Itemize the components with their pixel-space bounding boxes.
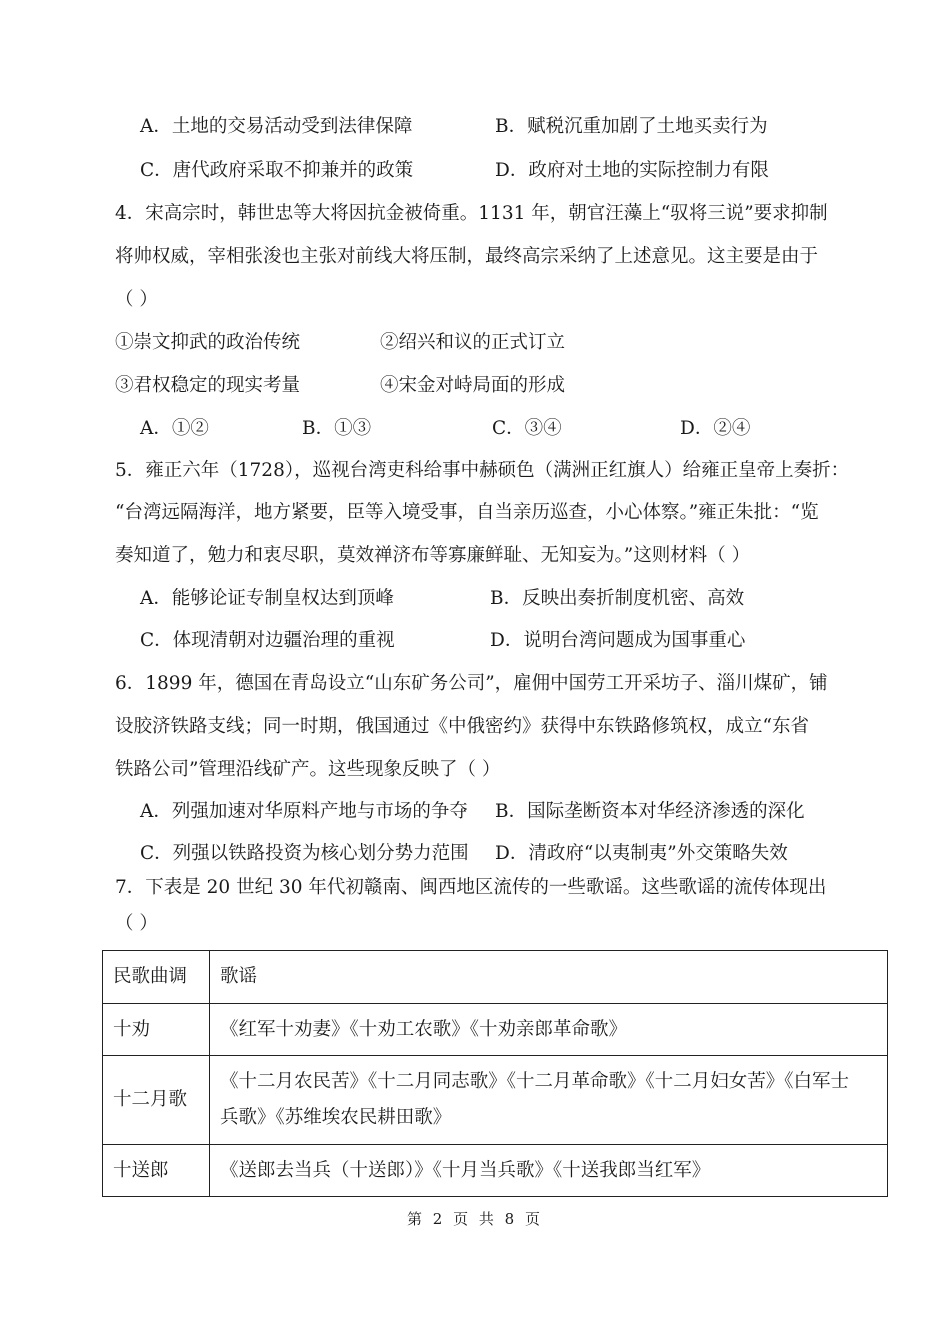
q4-stem-line3: （ ） — [115, 289, 158, 310]
q6-stem-line2: 设胶济铁路支线；同一时期，俄国通过《中俄密约》获得中东铁路修筑权，成立“东省 — [115, 716, 809, 737]
q5-option-c: C．体现清朝对边疆治理的重视 — [140, 630, 395, 651]
table-cell-tune: 十二月歌 — [103, 1056, 210, 1145]
q5-stem-line2: “台湾远隔海洋，地方紧要，臣等入境受事，自当亲历巡查，小心体察。”雍正朱批：“览 — [115, 502, 819, 523]
q4-item-4: ④宋金对峙局面的形成 — [380, 375, 566, 396]
q6-stem-line1: 6．1899 年，德国在青岛设立“山东矿务公司”，雇佣中国劳工开采坊子、淄川煤矿，铺 — [115, 673, 828, 694]
ballad-table — [102, 950, 888, 1197]
q6-stem-line3: 铁路公司”管理沿线矿产。这些现象反映了（ ） — [115, 759, 501, 780]
q3-option-b: B．赋税沉重加剧了土地买卖行为 — [495, 116, 768, 137]
table-header-ballad: 歌谣 — [210, 951, 888, 1004]
table-cell-ballads-line2: 兵歌》《苏维埃农民耕田歌》 — [220, 1107, 452, 1128]
table-cell-ballads-line1: 《十二月农民苦》《十二月同志歌》《十二月革命歌》《十二月妇女苦》《白军士 — [220, 1071, 850, 1092]
table-row — [103, 1056, 888, 1145]
q6-option-a: A．列强加速对华原料产地与市场的争夺 — [140, 801, 468, 822]
q4-option-c: C．③④ — [492, 418, 562, 439]
q3-option-a: A．土地的交易活动受到法律保障 — [140, 116, 413, 137]
q4-stem-line1: 4．宋高宗时，韩世忠等大将因抗金被倚重。1131 年，朝官汪藻上“驭将三说”要求抑制 — [115, 203, 828, 224]
table-cell-ballads: 《送郎去当兵（十送郎）》《十月当兵歌》《十送我郎当红军》 — [210, 1145, 888, 1197]
q5-option-d: D．说明台湾问题成为国事重心 — [490, 630, 746, 651]
q5-option-a: A．能够论证专制皇权达到顶峰 — [140, 588, 394, 609]
q3-option-d: D．政府对土地的实际控制力有限 — [495, 160, 769, 181]
q6-option-c: C．列强以铁路投资为核心划分势力范围 — [140, 843, 469, 864]
table-header-row — [103, 951, 888, 1004]
table-row — [103, 1004, 888, 1056]
table-row — [103, 1145, 888, 1197]
q4-item-2: ②绍兴和议的正式订立 — [380, 332, 566, 353]
table-cell-ballads — [210, 1056, 888, 1145]
q3-option-c: C．唐代政府采取不抑兼并的政策 — [140, 160, 414, 181]
q5-option-b: B．反映出奏折制度机密、高效 — [490, 588, 745, 609]
table-cell-ballads: 《红军十劝妻》《十劝工农歌》《十劝亲郎革命歌》 — [210, 1004, 888, 1056]
q5-stem-line1: 5．雍正六年（1728），巡视台湾吏科给事中赫硕色（满洲正红旗人）给雍正皇帝上奏折： — [115, 460, 850, 481]
q7-stem-line2: （ ） — [115, 913, 158, 934]
q6-option-d: D．清政府“以夷制夷”外交策略失效 — [495, 843, 788, 864]
q7-stem-line1: 7．下表是 20 世纪 30 年代初赣南、闽西地区流传的一些歌谣。这些歌谣的流传体现出 — [115, 877, 827, 898]
q6-option-b: B．国际垄断资本对华经济渗透的深化 — [495, 801, 805, 822]
table-cell-tune: 十送郎 — [103, 1145, 210, 1197]
page-footer: 第 2 页 共 8 页 — [407, 1210, 543, 1228]
q4-option-a: A．①② — [140, 418, 209, 439]
table-header-tune: 民歌曲调 — [103, 951, 210, 1004]
q5-stem-line3: 奏知道了，勉力和衷尽职，莫效禅济布等寡廉鲜耻、无知妄为。”这则材料（ ） — [115, 545, 751, 566]
q4-option-d: D．②④ — [680, 418, 751, 439]
q4-option-b: B．①③ — [302, 418, 372, 439]
q4-item-3: ③君权稳定的现实考量 — [115, 375, 301, 396]
q4-item-1: ①崇文抑武的政治传统 — [115, 332, 301, 353]
q4-stem-line2: 将帅权威，宰相张浚也主张对前线大将压制，最终高宗采纳了上述意见。这主要是由于 — [115, 246, 819, 267]
table-cell-tune: 十劝 — [103, 1004, 210, 1056]
